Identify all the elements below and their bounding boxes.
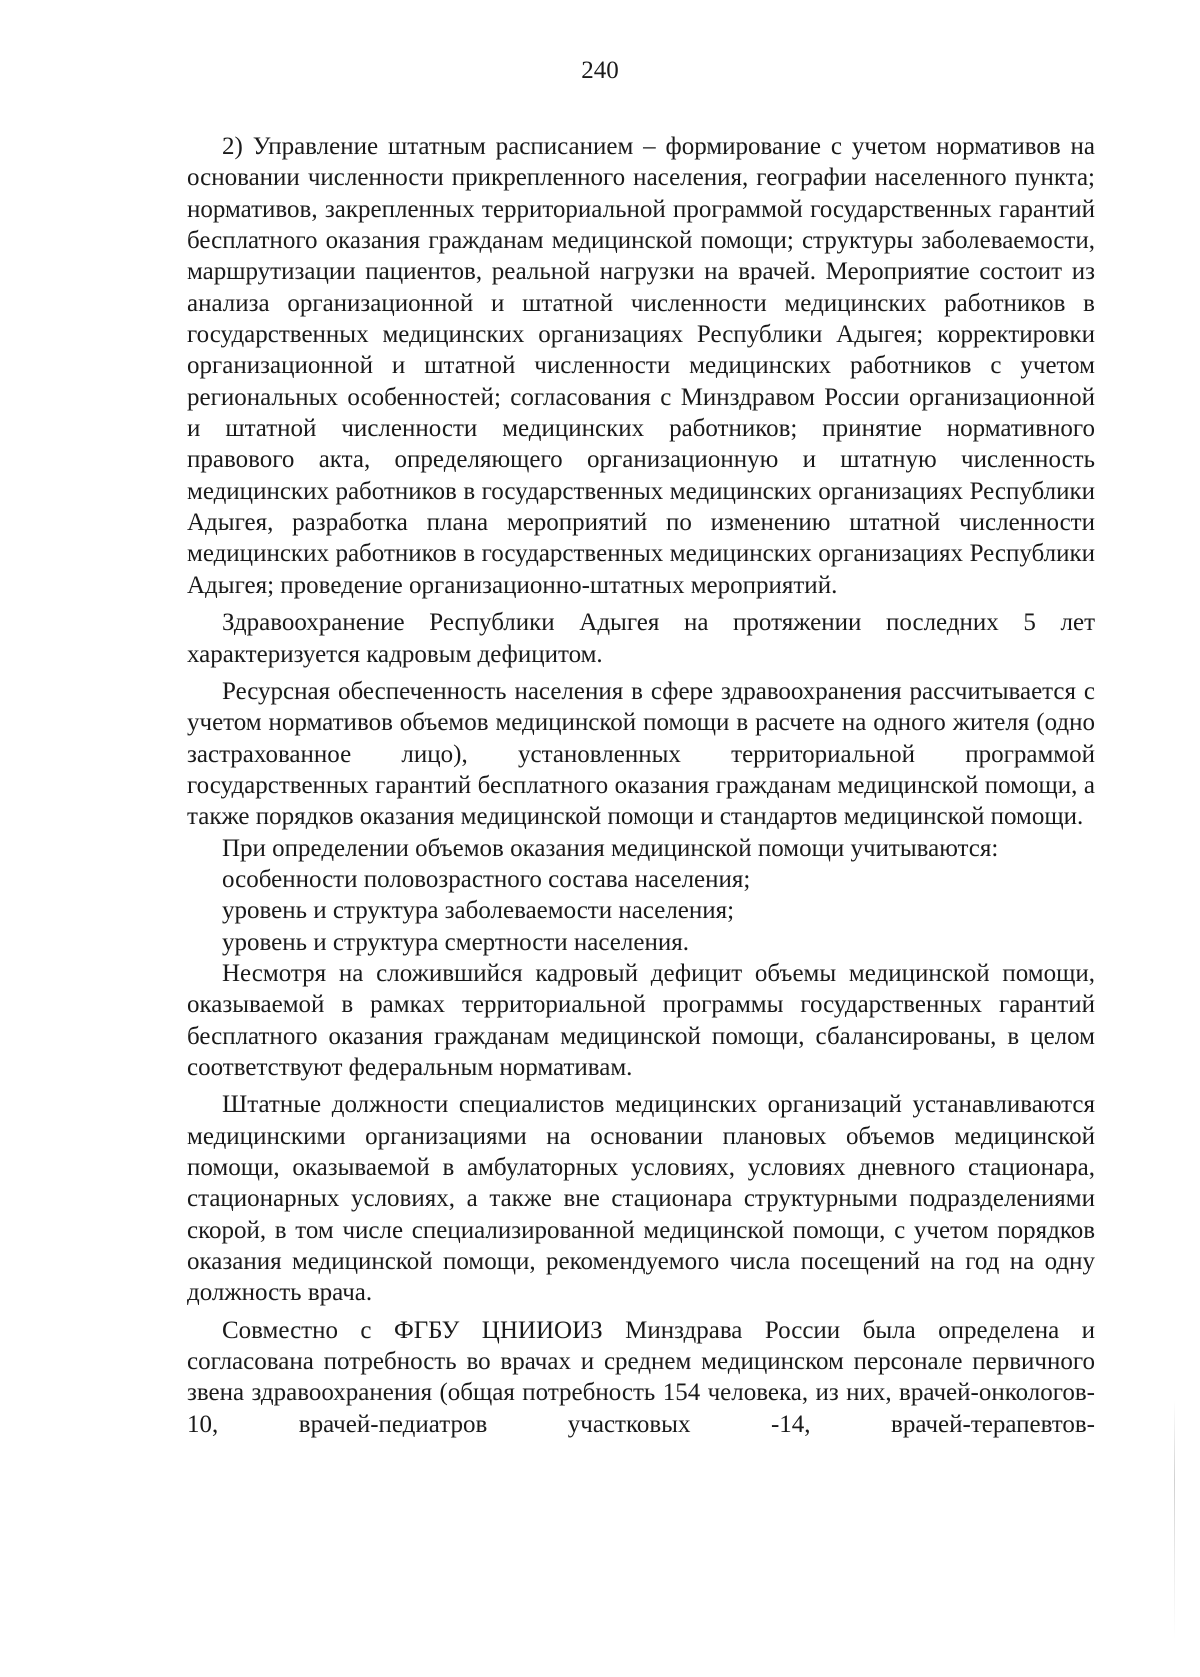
- page-number: 240: [581, 57, 619, 84]
- document-body: [187, 131, 1095, 1440]
- paragraph-staff-deficit: Здравоохранение Республики Адыгея на протяжении последних 5 лет характеризуется кадровым дефицитом.: [187, 609, 1095, 668]
- paragraph-staff-needs: Совместно с ФГБУ ЦНИИОИЗ Минздрава России была определена и согласована потребность во врачах и среднем медицинском персонале первичного звена здравоохранения (общая потребность 154 человека, из них, врачей-онкологов- 10, врачей-педиатров участковых -14, врачей-терапевтов-: [187, 1316, 1095, 1438]
- list-item-mortality: уровень и структура смертности населения.: [222, 928, 689, 956]
- paragraph-volume-factors-intro: При определении объемов оказания медицинской помощи учитываются:: [222, 834, 999, 862]
- paragraph-volumes-balanced: Несмотря на сложившийся кадровый дефицит объемы медицинской помощи, оказываемой в рамках территориальной программы государственных гарантий бесплатного оказания гражданам медицинской помощи, сбалансированы, в целом соответствуют федеральным нормативам.: [187, 959, 1095, 1081]
- scan-edge-mark: [1174, 1400, 1175, 1640]
- paragraph-resource-provision: Ресурсная обеспеченность населения в сфере здравоохранения рассчитывается с учетом нормативов объемов медицинской помощи в расчете на одного жителя (одно застрахованное лицо), установленных территориальной программой государственных гарантий бесплатного оказания гражданам медицинской помощи, а также порядков оказания медицинской помощи и стандартов медицинской помощи.: [187, 677, 1095, 831]
- paragraph-staffing-management: 2) Управление штатным расписанием – формирование с учетом нормативов на основании численности прикрепленного населения, географии населенного пункта; нормативов, закрепленных территориальной программой государственных гарантий бесплатного оказания гражданам медицинской помощи; структуры заболеваемости, маршрутизации пациентов, реальной нагрузки на врачей. Мероприятие состоит из анализа организационной и штатной численности медицинских работников в государственных медицинских организациях Республики Адыгея; корректировки организационной и штатной численности медицинских работников с учетом региональных особенностей; согласования с Минздравом России организационной и штатной численности медицинских работников; принятие нормативного правового акта, определяющего организационную и штатную численность медицинских работников в государственных медицинских организациях Республики Адыгея, разработка плана мероприятий по изменению штатной численности медицинских работников в государственных медицинских организациях Республики Адыгея; проведение организационно-штатных мероприятий.: [187, 133, 1095, 599]
- paragraph-staff-positions: Штатные должности специалистов медицинских организаций устанавливаются медицинскими организациями на основании плановых объемов медицинской помощи, оказываемой в амбулаторных условиях, условиях дневного стационара, стационарных условиях, а также вне стационара структурными подразделениями скорой, в том числе специализированной медицинской помощи, с учетом порядков оказания медицинской помощи, рекомендуемого числа посещений на год на одну должность врача.: [187, 1091, 1095, 1307]
- list-item-age-sex-structure: особенности половозрастного состава населения;: [222, 865, 751, 893]
- list-item-morbidity: уровень и структура заболеваемости населения;: [222, 897, 735, 925]
